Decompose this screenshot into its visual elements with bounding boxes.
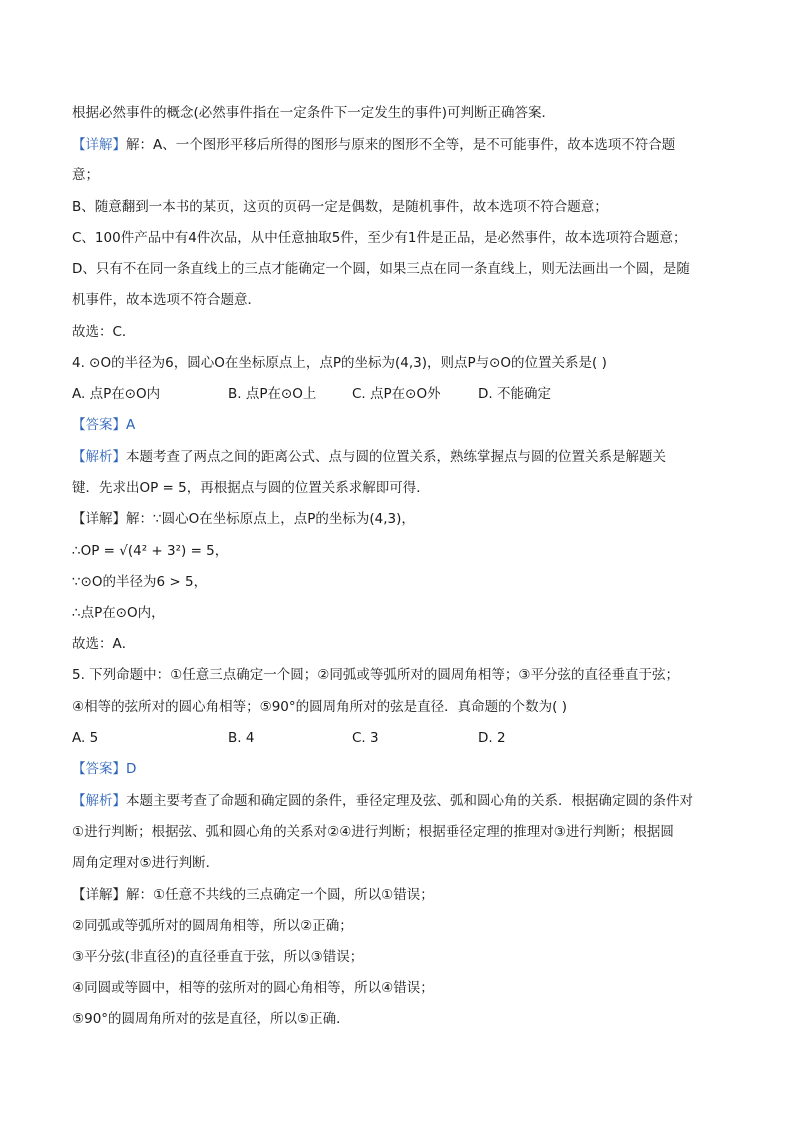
text-line: 周角定理对⑤进行判断． (72, 855, 220, 871)
text-line: ∴点P在⊙O内， (72, 605, 165, 621)
text-line: ④相等的弦所对的圆心角相等；⑤90°的圆周角所对的弦是直径．真命题的个数为( ) (72, 699, 567, 715)
text-line: ∵⊙O的半径为6 > 5， (72, 574, 208, 590)
answer-value: D (126, 761, 137, 777)
analysis-line (72, 448, 666, 466)
option-b: B. 4 (228, 730, 255, 746)
line-text: 解：A、一个图形平移后所得的图形与原来的图形不全等，是不可能事件，故本选项不符合题 (126, 137, 676, 153)
detail-tag: 【详解】 (72, 137, 126, 153)
text-line: 故选：A． (72, 636, 136, 652)
option-a: A. 5 (72, 730, 99, 746)
text-line: 根据必然事件的概念(必然事件指在一定条件下一定发生的事件)可判断正确答案． (72, 105, 556, 121)
detail-tag: 【详解】 (72, 887, 126, 903)
answer-tag: 【答案】 (72, 417, 126, 433)
text-line: 意； (72, 167, 99, 183)
analysis-tag: 【解析】 (72, 793, 126, 809)
detail-tag: 【详解】 (72, 511, 126, 527)
option-c: C. 点P在⊙O外 (352, 386, 441, 402)
text-line (72, 136, 675, 154)
option-d: D. 不能确定 (478, 386, 551, 402)
analysis-line (72, 792, 693, 810)
option-a: A. 点P在⊙O内 (72, 386, 161, 402)
text-line (72, 886, 434, 904)
text-line: ①进行判断；根据弦、弧和圆心角的关系对②④进行判断；根据垂径定理的推理对③进行判断；根据圆 (72, 824, 674, 840)
text-line: B、随意翻到一本书的某页，这页的页码一定是偶数，是随机事件，故本选项不符合题意； (72, 199, 608, 215)
text-line: ③平分弦(非直径)的直径垂直于弦，所以③错误； (72, 949, 364, 965)
answer-tag: 【答案】 (72, 761, 126, 777)
line-text: 解：∵圆心O在坐标原点上，点P的坐标为(4,3)， (126, 511, 415, 527)
text-line: 键．先求出OP = 5，再根据点与圆的位置关系求解即可得． (72, 480, 430, 496)
line-text: 本题主要考查了命题和确定圆的条件，垂径定理及弦、弧和圆心角的关系．根据确定圆的条件对 (126, 793, 693, 809)
formula-line: ∴OP = √(4² + 3²) = 5， (72, 543, 229, 559)
answer-value: A (126, 417, 136, 433)
option-b: B. 点P在⊙O上 (228, 386, 317, 402)
line-text: 本题考查了两点之间的距离公式、点与圆的位置关系，熟练掌握点与圆的位置关系是解题关 (126, 449, 666, 465)
text-line (72, 510, 415, 528)
text-line: ⑤90°的圆周角所对的弦是直径，所以⑤正确． (72, 1011, 350, 1027)
analysis-tag: 【解析】 (72, 449, 126, 465)
text-line: ②同弧或等弧所对的圆周角相等，所以②正确； (72, 918, 353, 934)
option-c: C. 3 (352, 730, 379, 746)
question-4: 4. ⊙O的半径为6，圆心O在坐标原点上，点P的坐标为(4,3)，则点P与⊙O的位置关系是( ) (72, 355, 607, 371)
answer-line (72, 416, 135, 434)
line-text: 解：①任意不共线的三点确定一个圆，所以①错误； (126, 887, 434, 903)
text-line: D、只有不在同一条直线上的三点才能确定一个圆，如果三点在同一条直线上，则无法画出一个圆，是随 (72, 261, 690, 277)
answer-line (72, 760, 136, 778)
option-d: D. 2 (478, 730, 506, 746)
text-line: 故选：C． (72, 324, 136, 340)
text-line: C、100件产品中有4件次品，从中任意抽取5件，至少有1件是正品，是必然事件，故本选项符合题意； (72, 230, 687, 246)
text-line: ④同圆或等圆中，相等的弦所对的圆心角相等，所以④错误； (72, 980, 434, 996)
question-5: 5. 下列命题中：①任意三点确定一个圆；②同弧或等弧所对的圆周角相等；③平分弦的直径垂直于弦； (72, 667, 679, 683)
text-line: 机事件，故本选项不符合题意． (72, 292, 261, 308)
